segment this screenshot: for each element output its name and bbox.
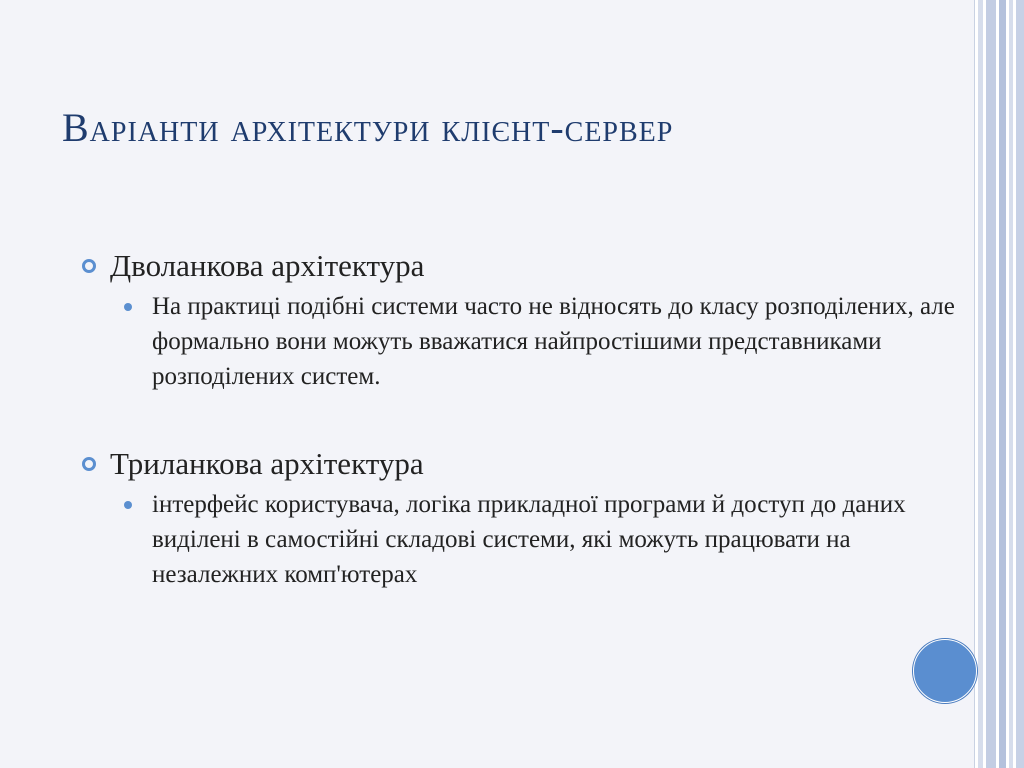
section-three-tier — [82, 444, 962, 592]
ring-bullet-icon — [82, 457, 96, 471]
dot-bullet-icon — [124, 501, 132, 509]
decorative-stripe — [1016, 0, 1024, 768]
decorative-stripe — [999, 0, 1006, 768]
slide-title: Варіанти архітектури клієнт-сервер — [62, 105, 674, 150]
decorative-stripe — [1009, 0, 1013, 768]
bullet-detail: На практиці подібні системи часто не відносять до класу розподілених, але формально вони можуть вважатися найпростішими представниками розподілених систем. — [152, 293, 955, 390]
bullet-level2 — [82, 289, 962, 394]
section-two-tier — [82, 246, 962, 394]
bullet-level2 — [82, 487, 962, 592]
bullet-level1 — [82, 246, 962, 286]
bullet-heading: Триланкова архітектура — [110, 446, 424, 481]
bullet-detail: інтерфейс користувача, логіка прикладної програми й доступ до даних виділені в самостійні складові системи, які можуть працювати на незалежних комп'ютерах — [152, 491, 906, 588]
circle-decoration — [913, 639, 977, 703]
bullet-level1 — [82, 444, 962, 484]
dot-bullet-icon — [124, 303, 132, 311]
bullet-heading: Дволанкова архітектура — [110, 248, 425, 283]
ring-bullet-icon — [82, 259, 96, 273]
decorative-stripe — [986, 0, 996, 768]
decorative-stripe — [978, 0, 983, 768]
